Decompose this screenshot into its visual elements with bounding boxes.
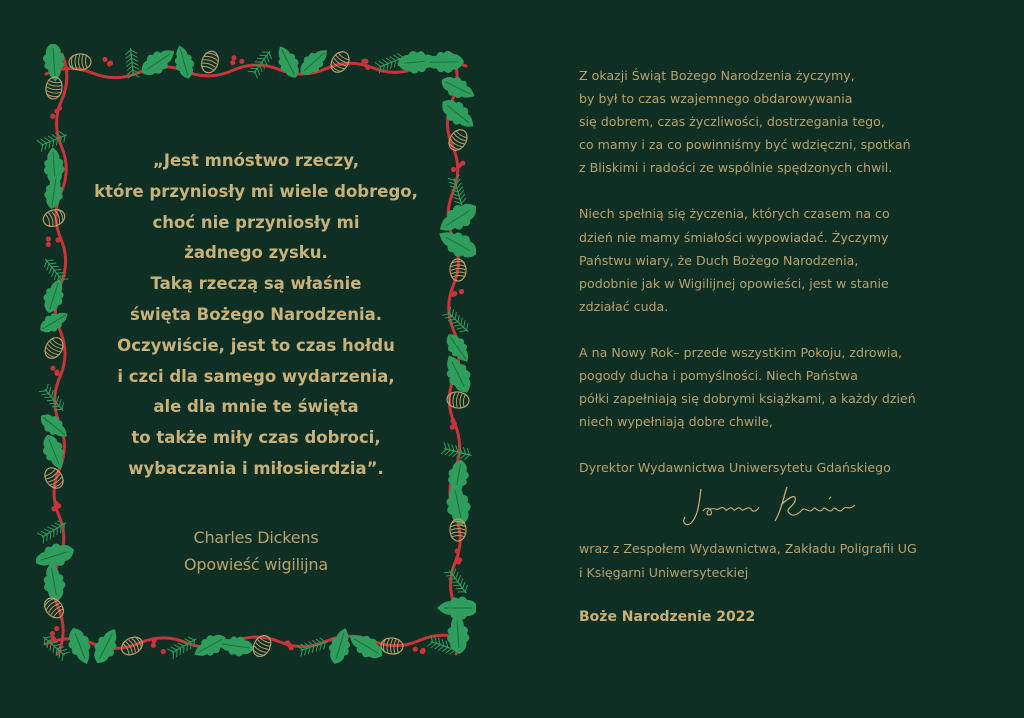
letter-line: zdziałać cuda.: [579, 298, 669, 314]
quote-line: wybaczania i miłosierdzia”.: [128, 458, 384, 478]
letter-paragraph-3: [579, 341, 1009, 433]
quote-source: Opowieść wigilijna: [184, 555, 328, 574]
letter-line: Z okazji Świąt Bożego Narodzenia życzymy,: [579, 68, 855, 83]
letter-line: pogody ducha i pomyślności. Niech Państwa: [579, 368, 858, 384]
director-title: Dyrektor Wydawnictwa Uniwersytetu Gdańskiego: [579, 460, 891, 476]
quote-line: i czci dla samego wydarzenia,: [117, 366, 395, 386]
letter-line: Niech spełnią się życzenia, których czasem na co: [579, 206, 890, 222]
greeting-letter: [579, 64, 1009, 629]
handwritten-signature: [679, 481, 879, 531]
team-line-1: wraz z Zespołem Wydawnictwa, Zakładu Poligrafii UG: [579, 541, 917, 557]
letter-line: dzień nie mamy śmiałości wypowiadać. Życzymy: [579, 229, 889, 245]
quote-attribution: [76, 524, 436, 578]
quote-card: [36, 44, 476, 664]
quote-line: to także miły czas dobroci,: [131, 428, 381, 448]
quote-line: święta Bożego Narodzenia.: [129, 304, 383, 324]
letter-line: z Bliskimi i radości ze wspólnie spędzonych chwil.: [579, 160, 893, 176]
letter-paragraph-1: [579, 64, 1009, 179]
letter-line: Państwu wiary, że Duch Bożego Narodzenia,: [579, 252, 859, 268]
quote-line: „Jest mnóstwo rzeczy,: [153, 151, 359, 170]
quote-line: Oczywiście, jest to czas hołdu: [117, 335, 395, 355]
quote-line: żadnego zysku.: [184, 243, 328, 263]
quote-line: które przyniosły mi wiele dobrego,: [94, 181, 418, 201]
dickens-quote: [76, 146, 436, 485]
quote-author: Charles Dickens: [193, 528, 319, 547]
quote-line: choć nie przyniosły mi: [152, 212, 360, 232]
quote-line: ale dla mnie te święta: [153, 397, 359, 417]
closing-line: Boże Narodzenie 2022: [579, 608, 756, 625]
letter-line: niech wypełniają dobre chwile,: [579, 414, 773, 430]
letter-line: co mamy i za co powinniśmy być wdzięczni, spotkań: [579, 137, 911, 153]
letter-line: A na Nowy Rok– przede wszystkim Pokoju, zdrowia,: [579, 344, 903, 360]
team-line: [579, 537, 1009, 583]
letter-paragraph-2: [579, 202, 1009, 317]
team-line-2: i Księgarni Uniwersyteckiej: [579, 564, 749, 580]
letter-line: by był to czas wzajemnego obdarowywania: [579, 91, 853, 107]
letter-line: się dobrem, czas życzliwości, dostrzegania tego,: [579, 114, 885, 130]
quote-line: Taką rzeczą są właśnie: [150, 274, 362, 294]
letter-line: półki zapełniają się dobrymi książkami, a każdy dzień: [579, 391, 916, 407]
letter-line: podobnie jak w Wigilijnej opowieści, jest w stanie: [579, 275, 889, 291]
